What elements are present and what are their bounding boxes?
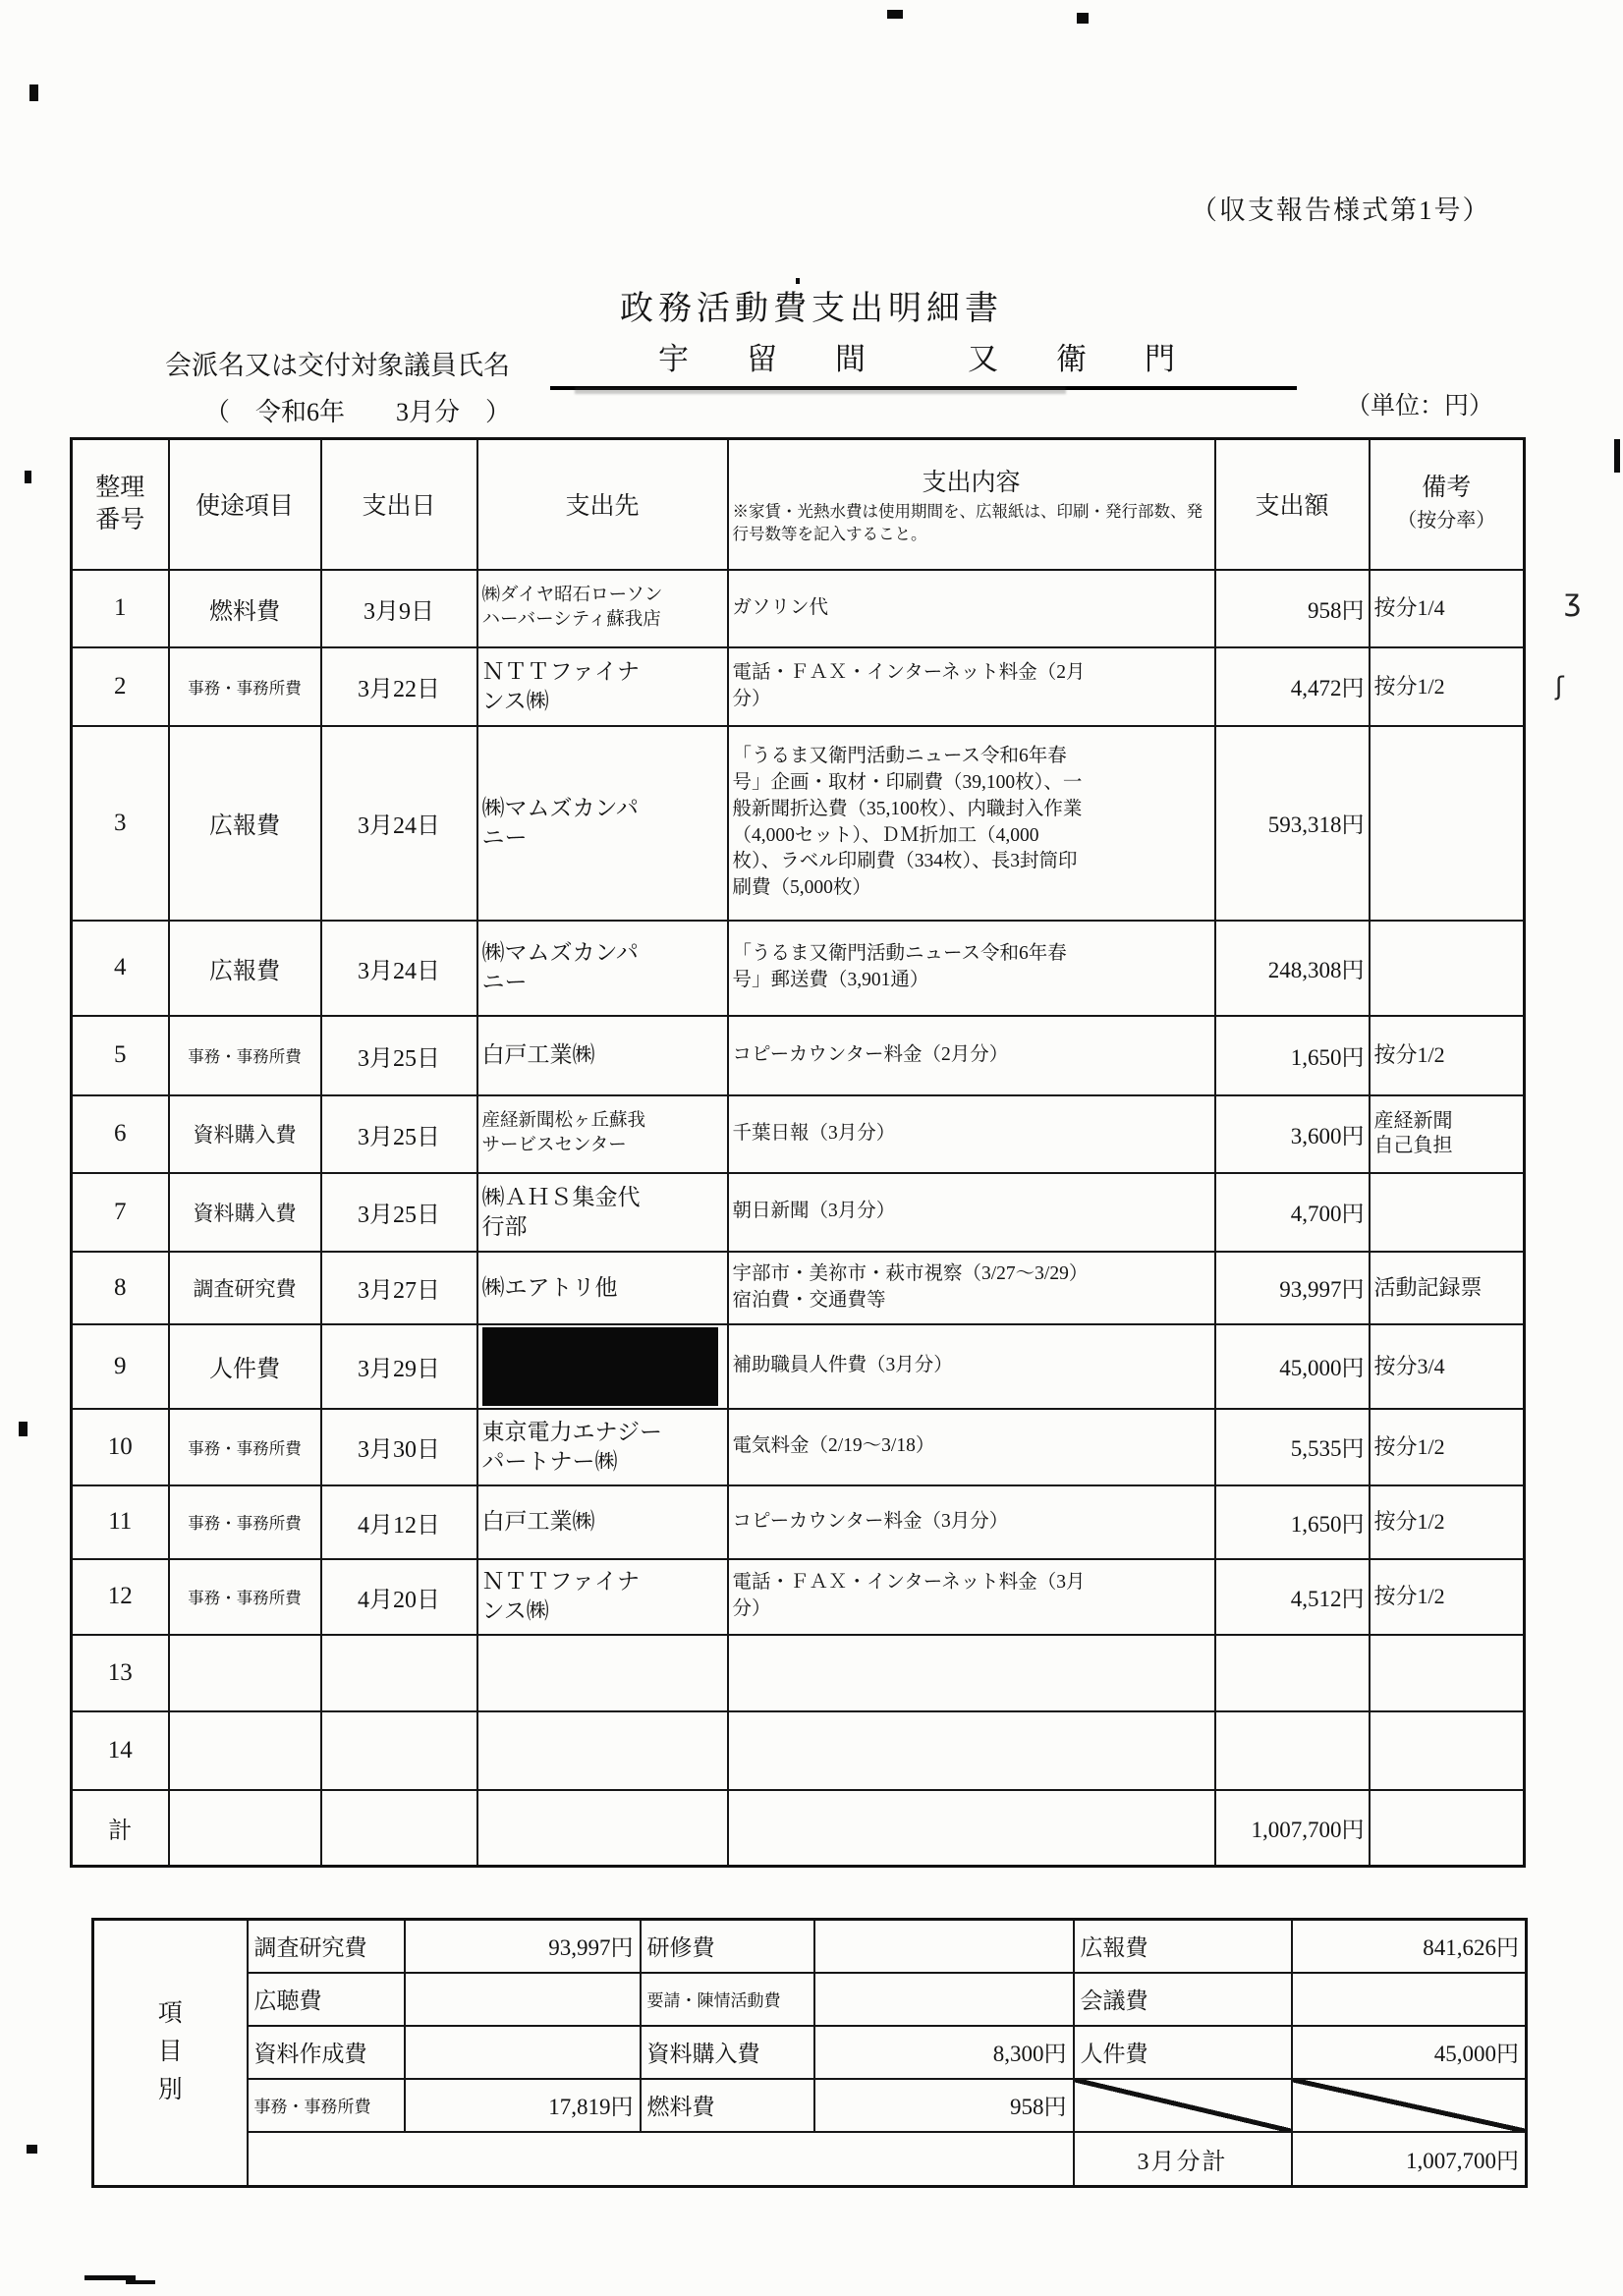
cell-payee: [477, 1711, 728, 1790]
cell-remarks: [1370, 1173, 1525, 1252]
cell-no: 13: [72, 1635, 169, 1711]
cell-category: 事務・事務所費: [169, 1016, 321, 1095]
total-amount-cell: 1,007,700円: [1215, 1790, 1370, 1867]
cell-content: コピーカウンター料金（2月分）: [728, 1016, 1215, 1095]
summary-table-body: [93, 1920, 1527, 2187]
cell-payee: 白戸工業㈱: [477, 1485, 728, 1559]
table-row: [72, 1635, 1525, 1711]
summary-amount-cell: [814, 1973, 1074, 2026]
header-amount: 支出額: [1215, 439, 1370, 570]
table-row: [72, 647, 1525, 726]
cell-content: 朝日新聞（3月分）: [728, 1173, 1215, 1252]
cell-category: [169, 1635, 321, 1711]
period-label: （ 令和6年 3月分 ）: [204, 398, 512, 426]
table-row: [72, 1095, 1525, 1173]
table-row: [72, 1485, 1525, 1559]
cell-category: [169, 1711, 321, 1790]
table-row: [72, 921, 1525, 1016]
cell-remarks: 按分1/4: [1370, 570, 1525, 647]
scan-artifact: ʃ: [1555, 672, 1564, 701]
summary-amount-cell: 93,997円: [405, 1920, 641, 1973]
header-no: 整理 番号: [72, 439, 169, 570]
summary-label-cell: 人件費: [1074, 2026, 1292, 2079]
summary-amount-cell: [1292, 2079, 1527, 2132]
cell-category: 事務・事務所費: [169, 1485, 321, 1559]
cell-no: 5: [72, 1016, 169, 1095]
cell-remarks: [1370, 921, 1525, 1016]
cell-no: 12: [72, 1559, 169, 1635]
summary-label-cell: 会議費: [1074, 1973, 1292, 2026]
cell-date: 3月25日: [321, 1095, 477, 1173]
cell-content: 電話・ＦＡＸ・インターネット料金（3月 分）: [728, 1559, 1215, 1635]
cell-remarks: 按分1/2: [1370, 1016, 1525, 1095]
empty-cell: [1370, 1790, 1525, 1867]
total-label-cell: 計: [72, 1790, 169, 1867]
cell-remarks: 按分1/2: [1370, 1559, 1525, 1635]
summary-label-cell: 事務・事務所費: [248, 2079, 405, 2132]
cell-payee: 白戸工業㈱: [477, 1016, 728, 1095]
cell-content: ガソリン代: [728, 570, 1215, 647]
cell-date: 3月24日: [321, 726, 477, 921]
total-row: [72, 1790, 1525, 1867]
header-payee: 支出先: [477, 439, 728, 570]
cell-content: [728, 1711, 1215, 1790]
scan-artifact: [29, 84, 38, 101]
cell-remarks: [1370, 1635, 1525, 1711]
summary-label-cell: 資料購入費: [641, 2026, 814, 2079]
empty-cell: [728, 1790, 1215, 1867]
scan-artifact: [1614, 439, 1620, 473]
cell-payee: ㈱マムズカンパ ニー: [477, 921, 728, 1016]
cell-no: 9: [72, 1324, 169, 1409]
cell-date: 3月30日: [321, 1409, 477, 1485]
cell-remarks: 産経新聞 自己負担: [1370, 1095, 1525, 1173]
cell-amount: 4,700円: [1215, 1173, 1370, 1252]
table-row: [72, 1016, 1525, 1095]
summary-total-label: 3月分計: [1074, 2132, 1292, 2187]
header-content: [728, 439, 1215, 570]
cell-content: 「うるま又衛門活動ニュース令和6年春 号」企画・取材・印刷費（39,100枚）、一 般新聞折込費（35,100枚）、内職封入作業 （4,000セット）、ＤＭ折加工（4,000 枚）、ラベル印刷費（334枚）、長3封筒印 刷費（5,000枚）: [728, 726, 1215, 921]
cell-amount: 45,000円: [1215, 1324, 1370, 1409]
cell-date: [321, 1711, 477, 1790]
table-row: [72, 726, 1525, 921]
cell-content: 補助職員人件費（3月分）: [728, 1324, 1215, 1409]
cell-content: 宇部市・美祢市・萩市視察（3/27～3/29） 宿泊費・交通費等: [728, 1252, 1215, 1324]
table-row: [72, 1324, 1525, 1409]
empty-cell: [169, 1790, 321, 1867]
cell-date: 3月24日: [321, 921, 477, 1016]
header-content-note: ※家賃・光熱水費は使用期間を、広報紙は、印刷・発行部数、発行号数等を記入すること。: [732, 502, 1203, 543]
cell-date: 3月22日: [321, 647, 477, 726]
cell-remarks: [1370, 726, 1525, 921]
cell-date: 3月9日: [321, 570, 477, 647]
summary-label-cell: 要請・陳情活動費: [641, 1973, 814, 2026]
cell-remarks: [1370, 1711, 1525, 1790]
cell-amount: [1215, 1635, 1370, 1711]
cell-amount: [1215, 1711, 1370, 1790]
scan-artifact: [19, 1422, 28, 1436]
empty-cell: [321, 1790, 477, 1867]
scan-artifact: [25, 471, 31, 483]
table-row: [72, 1409, 1525, 1485]
cell-payee: ＮＴＴファイナ ンス㈱: [477, 1559, 728, 1635]
scan-artifact: [796, 278, 800, 284]
cell-no: 7: [72, 1173, 169, 1252]
cell-amount: 1,650円: [1215, 1016, 1370, 1095]
summary-row: [93, 1973, 1527, 2026]
cell-remarks: 按分3/4: [1370, 1324, 1525, 1409]
summary-label-cell: [1074, 2079, 1292, 2132]
cell-content: 「うるま又衛門活動ニュース令和6年春 号」郵送費（3,901通）: [728, 921, 1215, 1016]
cell-date: 3月29日: [321, 1324, 477, 1409]
payee-label: 会派名又は交付対象議員氏名: [165, 351, 510, 380]
cell-date: 4月20日: [321, 1559, 477, 1635]
cell-date: 3月25日: [321, 1016, 477, 1095]
table-row: [72, 1711, 1525, 1790]
summary-amount-cell: 841,626円: [1292, 1920, 1527, 1973]
table-row: [72, 570, 1525, 647]
scan-artifact: [887, 10, 903, 19]
summary-amount-cell: [405, 2026, 641, 2079]
page-title: 政務活動費支出明細書: [620, 291, 1003, 327]
cell-amount: 93,997円: [1215, 1252, 1370, 1324]
summary-row: [93, 2026, 1527, 2079]
summary-row: [93, 2079, 1527, 2132]
unit-note: （単位：円）: [1346, 393, 1494, 420]
summary-total-row: [93, 2132, 1527, 2187]
summary-amount-cell: 45,000円: [1292, 2026, 1527, 2079]
scan-artifact: [1077, 13, 1089, 24]
cell-no: 3: [72, 726, 169, 921]
cell-amount: 1,650円: [1215, 1485, 1370, 1559]
payee-name: 宇 留 間 又 衛 門: [550, 334, 1297, 390]
cell-no: 14: [72, 1711, 169, 1790]
cell-content: コピーカウンター料金（3月分）: [728, 1485, 1215, 1559]
summary-row: [93, 1920, 1527, 1973]
summary-amount-cell: 958円: [814, 2079, 1074, 2132]
cell-remarks: 按分1/2: [1370, 1485, 1525, 1559]
cell-payee: ㈱マムズカンパ ニー: [477, 726, 728, 921]
cell-payee: [477, 1324, 728, 1409]
cell-no: 4: [72, 921, 169, 1016]
header-date: 支出日: [321, 439, 477, 570]
scan-artifact: [27, 2145, 37, 2154]
cell-content: [728, 1635, 1215, 1711]
cell-date: 3月25日: [321, 1173, 477, 1252]
cell-payee: ㈱ダイヤ昭石ローソン ハーバーシティ蘇我店: [477, 570, 728, 647]
summary-label-cell: 燃料費: [641, 2079, 814, 2132]
cell-no: 1: [72, 570, 169, 647]
cell-category: 広報費: [169, 726, 321, 921]
header-category: 使途項目: [169, 439, 321, 570]
summary-amount-cell: [405, 1973, 641, 2026]
cell-no: 10: [72, 1409, 169, 1485]
empty-cell: [477, 1790, 728, 1867]
scan-artifact: [575, 387, 1066, 394]
form-code: （収支報告様式第1号）: [1191, 196, 1491, 225]
cell-payee: ＮＴＴファイナ ンス㈱: [477, 647, 728, 726]
cell-content: 電話・ＦＡＸ・インターネット料金（2月 分）: [728, 647, 1215, 726]
summary-total-amount: 1,007,700円: [1292, 2132, 1527, 2187]
cell-category: 燃料費: [169, 570, 321, 647]
summary-table: [91, 1918, 1528, 2188]
cell-amount: 593,318円: [1215, 726, 1370, 921]
cell-amount: 248,308円: [1215, 921, 1370, 1016]
cell-no: 2: [72, 647, 169, 726]
cell-amount: 4,512円: [1215, 1559, 1370, 1635]
empty-cell: [248, 2132, 1074, 2187]
expense-table: [70, 437, 1526, 1868]
main-table-body: [72, 439, 1525, 1790]
table-header-row: [72, 439, 1525, 570]
cell-amount: 3,600円: [1215, 1095, 1370, 1173]
cell-payee: 産経新聞松ヶ丘蘇我 サービスセンター: [477, 1095, 728, 1173]
cell-no: 8: [72, 1252, 169, 1324]
cell-payee: [477, 1635, 728, 1711]
summary-amount-cell: 17,819円: [405, 2079, 641, 2132]
cell-no: 6: [72, 1095, 169, 1173]
cell-date: [321, 1635, 477, 1711]
header-content-title: 支出内容: [922, 470, 1021, 497]
cell-amount: 4,472円: [1215, 647, 1370, 726]
header-remarks: 備考 （按分率）: [1370, 439, 1525, 570]
cell-remarks: 按分1/2: [1370, 647, 1525, 726]
summary-amount-cell: [814, 1920, 1074, 1973]
cell-category: 調査研究費: [169, 1252, 321, 1324]
cell-category: 人件費: [169, 1324, 321, 1409]
summary-group-label: 項目別: [93, 1920, 248, 2187]
redaction-box: [482, 1327, 718, 1406]
cell-no: 11: [72, 1485, 169, 1559]
cell-amount: 5,535円: [1215, 1409, 1370, 1485]
cell-category: 広報費: [169, 921, 321, 1016]
table-row: [72, 1173, 1525, 1252]
cell-date: 3月27日: [321, 1252, 477, 1324]
cell-payee: ㈱エアトリ他: [477, 1252, 728, 1324]
summary-amount-cell: 8,300円: [814, 2026, 1074, 2079]
cell-payee: 東京電力エナジー パートナー㈱: [477, 1409, 728, 1485]
cell-date: 4月12日: [321, 1485, 477, 1559]
cell-payee: ㈱ＡＨＳ集金代 行部: [477, 1173, 728, 1252]
summary-label-cell: 調査研究費: [248, 1920, 405, 1973]
cell-remarks: 按分1/2: [1370, 1409, 1525, 1485]
summary-label-cell: 資料作成費: [248, 2026, 405, 2079]
cell-category: 事務・事務所費: [169, 647, 321, 726]
cell-category: 資料購入費: [169, 1095, 321, 1173]
cell-remarks: 活動記録票: [1370, 1252, 1525, 1324]
cell-content: 千葉日報（3月分）: [728, 1095, 1215, 1173]
cell-category: 事務・事務所費: [169, 1559, 321, 1635]
summary-label-cell: 広報費: [1074, 1920, 1292, 1973]
summary-label-cell: 研修費: [641, 1920, 814, 1973]
cell-content: 電気料金（2/19～3/18）: [728, 1409, 1215, 1485]
scan-artifact: ʒ: [1564, 584, 1582, 618]
cell-category: 事務・事務所費: [169, 1409, 321, 1485]
scan-artifact: [126, 2280, 155, 2284]
summary-label-cell: 広聴費: [248, 1973, 405, 2026]
cell-amount: 958円: [1215, 570, 1370, 647]
table-row: [72, 1252, 1525, 1324]
summary-amount-cell: [1292, 1973, 1527, 2026]
cell-category: 資料購入費: [169, 1173, 321, 1252]
table-row: [72, 1559, 1525, 1635]
